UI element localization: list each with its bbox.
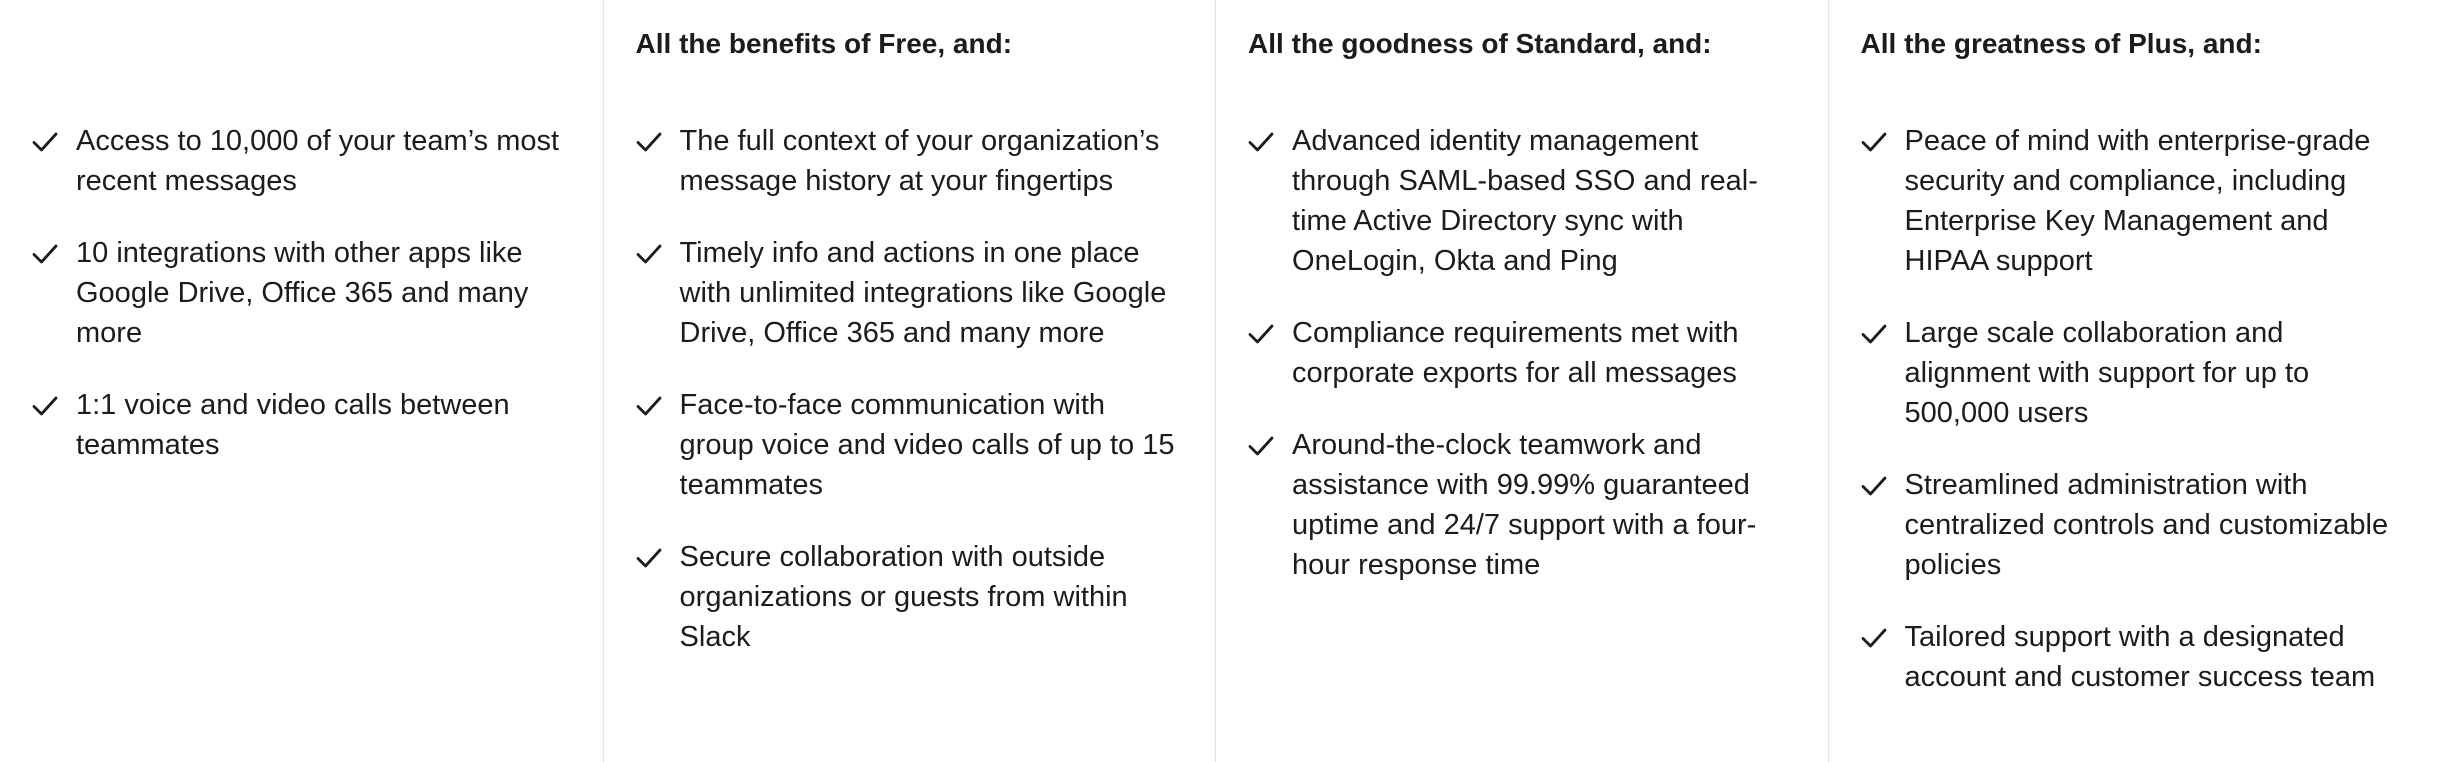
list-item <box>1248 425 1807 585</box>
feature-text: Face-to-face communication with group voice and video calls of up to 15 teammates <box>679 389 1175 501</box>
feature-text: Timely info and actions in one place with unlimited integrations like Google Drive, Office 365 and many more <box>679 237 1167 349</box>
feature-text: Streamlined administration with centralized controls and customizable policies <box>1904 469 2389 581</box>
plan-column-standard <box>603 0 1215 762</box>
check-icon <box>1248 121 1292 161</box>
feature-text: 10 integrations with other apps like Google Drive, Office 365 and many more <box>76 237 529 349</box>
check-icon <box>32 385 76 425</box>
check-icon <box>1248 425 1292 465</box>
list-item <box>636 233 1195 353</box>
feature-text: Access to 10,000 of your team’s most recent messages <box>76 125 560 197</box>
check-icon <box>1861 121 1905 161</box>
feature-list-enterprise <box>1861 86 2420 697</box>
list-item <box>1861 313 2420 433</box>
feature-text: Around-the-clock teamwork and assistance with 99.99% guaranteed uptime and 24/7 support with a four-hour response time <box>1292 429 1757 581</box>
list-item <box>1248 121 1807 281</box>
check-icon <box>32 121 76 161</box>
list-item <box>636 121 1195 201</box>
list-item <box>1861 121 2420 281</box>
feature-list-standard <box>636 86 1195 657</box>
list-item <box>636 385 1195 505</box>
check-icon <box>636 233 680 273</box>
plan-column-enterprise <box>1828 0 2440 762</box>
feature-text: The full context of your organization’s message history at your fingertips <box>679 125 1160 197</box>
list-item <box>32 385 583 465</box>
feature-text: Large scale collaboration and alignment with support for up to 500,000 users <box>1904 317 2310 429</box>
plan-column-free <box>0 0 603 762</box>
list-item <box>1861 465 2420 585</box>
list-item <box>1861 617 2420 697</box>
check-icon <box>636 385 680 425</box>
check-icon <box>1248 313 1292 353</box>
check-icon <box>636 121 680 161</box>
feature-text: Tailored support with a designated account and customer success team <box>1904 621 2376 693</box>
list-item <box>636 537 1195 657</box>
feature-text: Advanced identity management through SAML-based SSO and real-time Active Directory sync with OneLogin, Okta and Ping <box>1292 125 1758 277</box>
feature-text: Secure collaboration with outside organizations or guests from within Slack <box>679 541 1128 653</box>
check-icon <box>32 233 76 273</box>
feature-text: Peace of mind with enterprise-grade security and compliance, including Enterprise Key Management and HIPAA support <box>1904 125 2371 277</box>
list-item <box>32 233 583 353</box>
check-icon <box>1861 465 1905 505</box>
check-icon <box>1861 313 1905 353</box>
plan-heading-free <box>32 0 583 86</box>
plan-column-plus <box>1215 0 1827 762</box>
feature-text: Compliance requirements met with corporate exports for all messages <box>1292 317 1739 389</box>
plan-heading-enterprise: All the greatness of Plus, and: <box>1860 28 2262 59</box>
plan-heading-standard: All the benefits of Free, and: <box>635 28 1013 59</box>
check-icon <box>636 537 680 577</box>
feature-list-plus <box>1248 86 1807 585</box>
list-item <box>1248 313 1807 393</box>
list-item <box>32 121 583 201</box>
feature-list-free <box>32 86 583 465</box>
check-icon <box>1861 617 1905 657</box>
plan-heading-plus: All the goodness of Standard, and: <box>1248 28 1712 59</box>
feature-text: 1:1 voice and video calls between teammates <box>76 389 510 461</box>
